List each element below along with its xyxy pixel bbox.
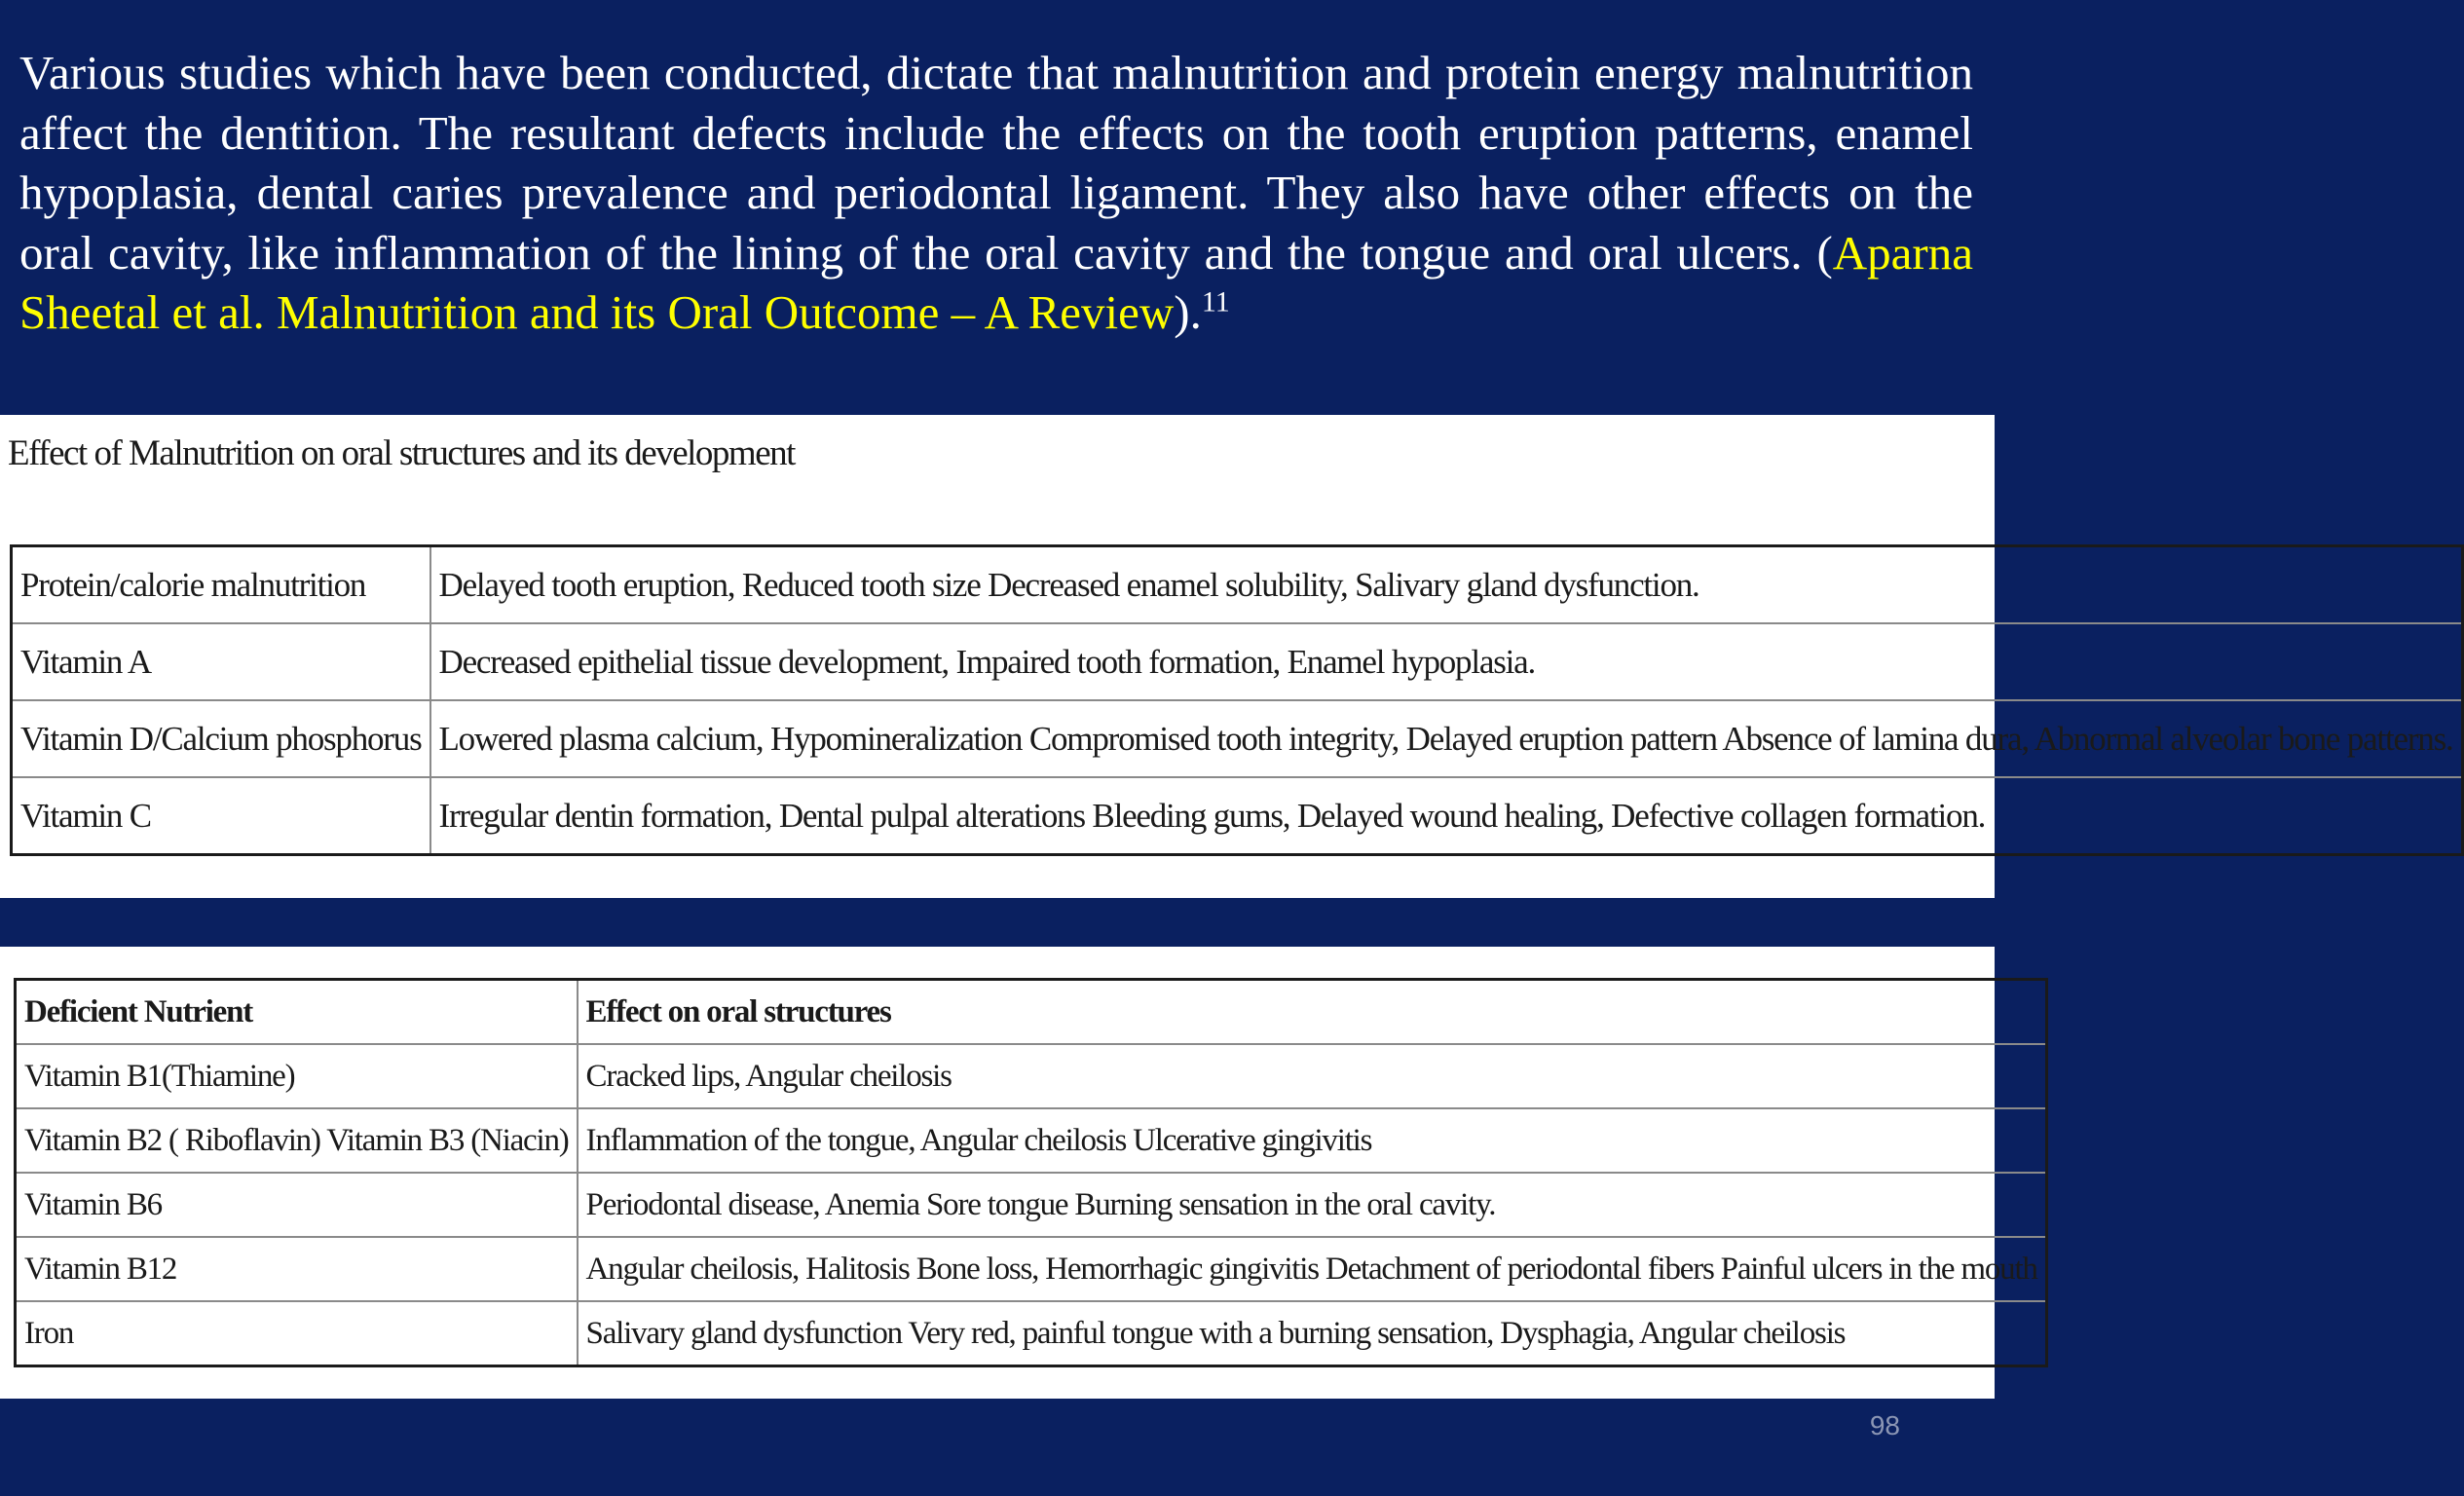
effect-cell: Irregular dentin formation, Dental pulpal alterations Bleeding gums, Delayed wound healing, Defective collagen formation. — [430, 777, 2463, 855]
nutrient-cell: Vitamin D/Calcium phosphorus — [12, 700, 430, 777]
citation-link[interactable]: Aparna Sheetal et al. Malnutrition and its Oral Outcome – A Review — [19, 225, 1973, 339]
malnutrition-effects-table — [10, 544, 2464, 856]
effect-cell: Decreased epithelial tissue development, Impaired tooth formation, Enamel hypoplasia. — [430, 623, 2463, 700]
table-caption: Effect of Malnutrition on oral structures and its development — [8, 433, 795, 473]
effect-cell: Delayed tooth eruption, Reduced tooth size Decreased enamel solubility, Salivary gland dysfunction. — [430, 546, 2463, 624]
effect-cell: Inflammation of the tongue, Angular cheilosis Ulcerative gingivitis — [578, 1108, 2047, 1173]
malnutrition-table-image — [0, 415, 2453, 898]
reference-number: 11 — [1201, 285, 1230, 318]
effect-cell: Cracked lips, Angular cheilosis — [578, 1044, 2047, 1108]
table-row — [12, 700, 2463, 777]
deficient-nutrient-table-image — [0, 947, 2037, 1399]
nutrient-cell: Vitamin B1(Thiamine) — [16, 1044, 578, 1108]
effect-cell: Angular cheilosis, Halitosis Bone loss, Hemorrhagic gingivitis Detachment of periodontal fibers Painful ulcers in the mouth — [578, 1237, 2047, 1301]
table-row — [16, 1173, 2047, 1237]
intro-text-end: ). — [1174, 285, 1202, 339]
effect-cell: Salivary gland dysfunction Very red, painful tongue with a burning sensation, Dysphagia, Angular cheilosis — [578, 1301, 2047, 1366]
nutrient-cell: Vitamin B6 — [16, 1173, 578, 1237]
effect-cell: Periodontal disease, Anemia Sore tongue Burning sensation in the oral cavity. — [578, 1173, 2047, 1237]
table-row — [12, 546, 2463, 624]
page-number: 98 — [1869, 1410, 1900, 1440]
intro-text: Various studies which have been conducted, dictate that malnutrition and protein energy malnutrition affect the dentition. The resultant defects include the effects on the tooth eruption patterns, enamel hypoplasia, dental caries prevalence and periodontal ligament. They also have other effects on the oral cavity, like inflammation of the lining of the oral cavity and the tongue and oral ulcers. ( — [19, 46, 1973, 280]
nutrient-cell: Vitamin C — [12, 777, 430, 855]
table-header-row — [16, 980, 2047, 1045]
effect-cell: Lowered plasma calcium, Hypomineralization Compromised tooth integrity, Delayed eruption pattern Absence of lamina dura, Abnormal alveolar bone patterns. — [430, 700, 2463, 777]
table-row — [12, 623, 2463, 700]
intro-paragraph — [19, 43, 1973, 343]
column-header-effect: Effect on oral structures — [578, 980, 2047, 1045]
table-row — [16, 1301, 2047, 1366]
nutrient-cell: Protein/calorie malnutrition — [12, 546, 430, 624]
table-row — [16, 1108, 2047, 1173]
table-row — [12, 777, 2463, 855]
deficient-nutrient-table — [14, 978, 2048, 1367]
table-row — [16, 1044, 2047, 1108]
nutrient-cell: Vitamin A — [12, 623, 430, 700]
nutrient-cell: Vitamin B2 ( Riboflavin) Vitamin B3 (Niacin) — [16, 1108, 578, 1173]
table-row — [16, 1237, 2047, 1301]
column-header-nutrient: Deficient Nutrient — [16, 980, 578, 1045]
nutrient-cell: Vitamin B12 — [16, 1237, 578, 1301]
nutrient-cell: Iron — [16, 1301, 578, 1366]
